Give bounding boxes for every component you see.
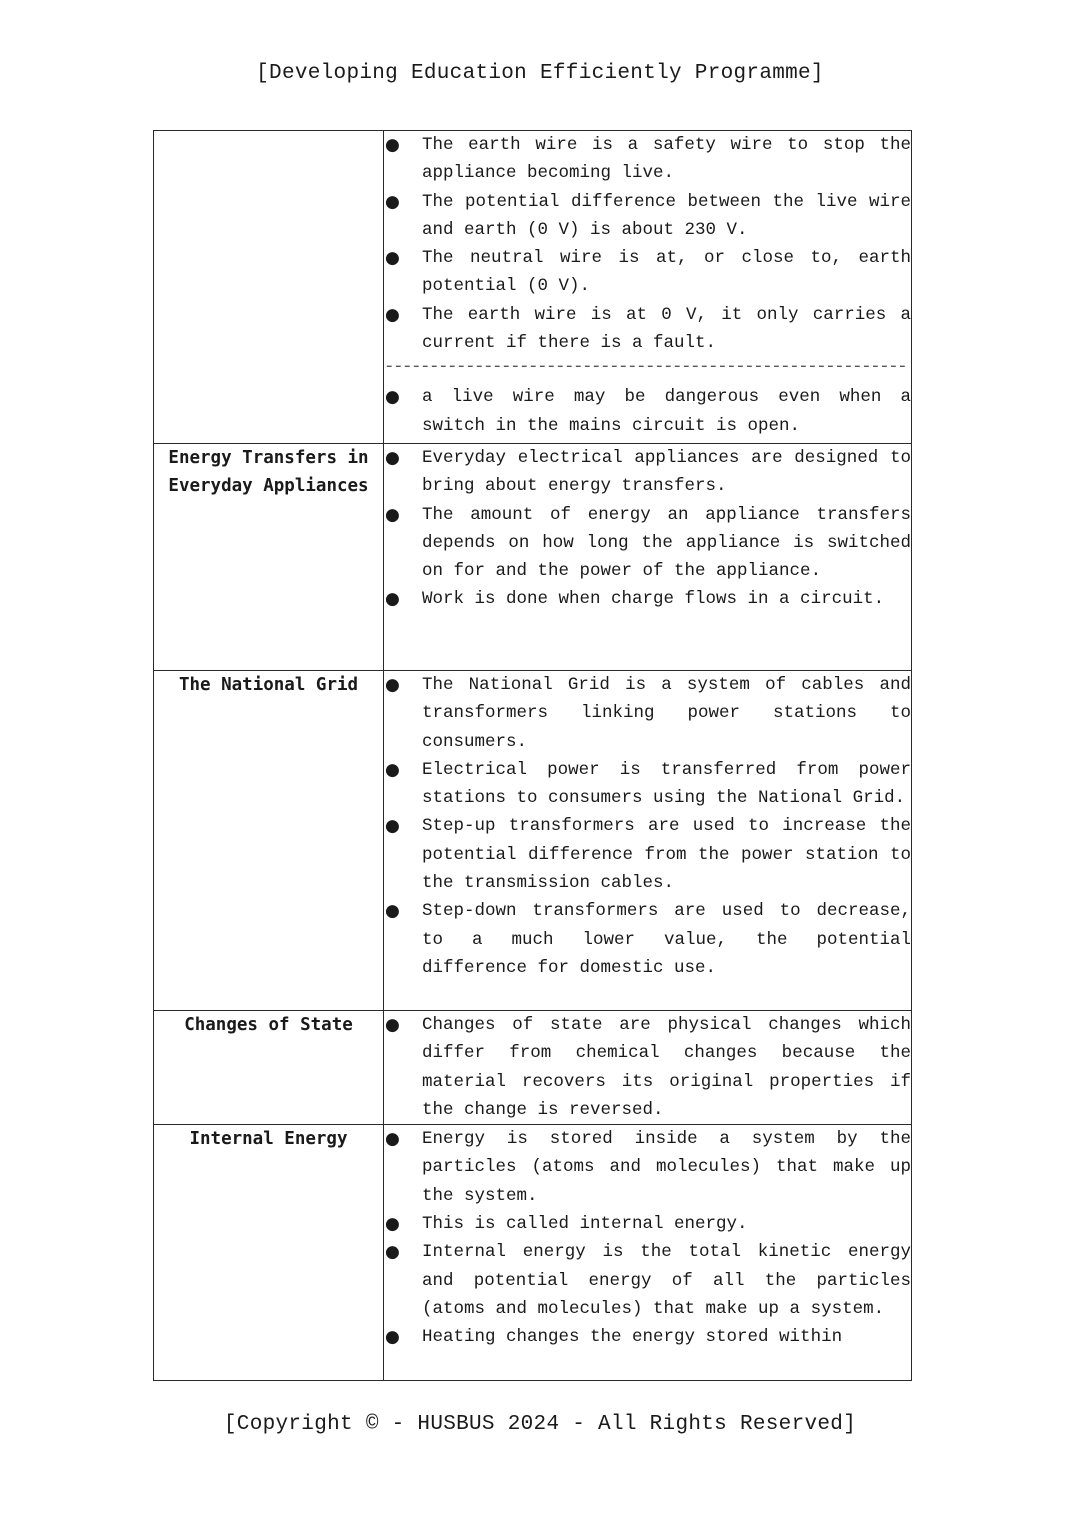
table-row: [154, 1125, 912, 1381]
list-item: ● Changes of state are physical changes which differ from chemical changes because the material recovers its original properties if the change is reversed.: [384, 1011, 911, 1124]
bullet-icon: ●: [385, 448, 400, 468]
bullet-list: [384, 383, 911, 440]
bullet-list: [384, 671, 911, 982]
list-item: ● Energy is stored inside a system by the particles (atoms and molecules) that make up the system.: [384, 1125, 911, 1210]
topic-cell: Internal Energy: [154, 1125, 384, 1381]
table-row: [154, 131, 912, 444]
bullet-icon: ●: [385, 675, 400, 695]
table-row: [154, 444, 912, 671]
list-item: ● Work is done when charge flows in a circuit.: [384, 585, 911, 613]
notes-table: [153, 130, 912, 1381]
list-item: ● The earth wire is a safety wire to stop the appliance becoming live.: [384, 131, 911, 188]
bullet-list: [384, 1125, 911, 1351]
list-item: ● The earth wire is at 0 V, it only carries a current if there is a fault.: [384, 301, 911, 358]
bullet-icon: ●: [385, 135, 400, 155]
bullet-icon: ●: [385, 304, 400, 325]
bullet-icon: ●: [385, 387, 400, 408]
table-row: [154, 1011, 912, 1125]
list-item: ● The neutral wire is at, or close to, earth potential (0 V).: [384, 244, 911, 301]
bullet-icon: ●: [385, 759, 400, 780]
bullet-icon: ●: [385, 589, 400, 610]
bullet-icon: ●: [385, 248, 400, 269]
list-item: ● Step-up transformers are used to increase the potential difference from the power station to the transmission cables.: [384, 812, 911, 897]
bullet-icon: ●: [385, 816, 400, 837]
bullet-icon: ●: [385, 1214, 400, 1235]
list-item: ● The National Grid is a system of cables and transformers linking power stations to consumers.: [384, 671, 911, 756]
bullet-icon: ●: [385, 1129, 400, 1150]
content-cell: [384, 671, 912, 1011]
bullet-icon: ●: [385, 1327, 400, 1348]
content-cell: [384, 444, 912, 671]
list-item: ● Internal energy is the total kinetic energy and potential energy of all the particles (atoms and molecules) that make up a system.: [384, 1238, 911, 1323]
bullet-icon: ●: [385, 1242, 400, 1263]
bullet-list: [384, 1011, 911, 1124]
dashed-divider: ----------------------------------------------------------: [384, 357, 907, 378]
list-item: ● a live wire may be dangerous even when a switch in the mains circuit is open.: [384, 383, 911, 440]
list-item: ● The amount of energy an appliance transfers depends on how long the appliance is switched on for and the power of the appliance.: [384, 501, 911, 586]
bullet-icon: ●: [385, 504, 400, 525]
bullet-list: [384, 444, 911, 614]
bullet-icon: ●: [385, 901, 400, 922]
list-item: ● Step-down transformers are used to decrease, to a much lower value, the potential difference for domestic use.: [384, 897, 911, 982]
topic-cell: Energy Transfers in Everyday Appliances: [154, 444, 384, 671]
content-cell: [384, 131, 912, 444]
page-footer: [Copyright © - HUSBUS 2024 - All Rights Reserved]: [223, 1413, 857, 1436]
list-item: ● Everyday electrical appliances are designed to bring about energy transfers.: [384, 444, 911, 501]
content-cell: [384, 1011, 912, 1125]
table-row: [154, 671, 912, 1011]
bullet-icon: ●: [385, 1015, 400, 1035]
topic-cell: Changes of State: [154, 1011, 384, 1125]
list-item: ● This is called internal energy.: [384, 1210, 911, 1238]
page-header: [Developing Education Efficiently Programme]: [256, 62, 824, 85]
topic-cell: The National Grid: [154, 671, 384, 1011]
topic-cell: [154, 131, 384, 444]
bullet-icon: ●: [385, 191, 400, 212]
list-item: ● The potential difference between the live wire and earth (0 V) is about 230 V.: [384, 188, 911, 245]
content-cell: [384, 1125, 912, 1381]
list-item: ● Electrical power is transferred from power stations to consumers using the National Grid.: [384, 756, 911, 813]
list-item: ● Heating changes the energy stored within: [384, 1323, 911, 1351]
bullet-list: [384, 131, 911, 357]
